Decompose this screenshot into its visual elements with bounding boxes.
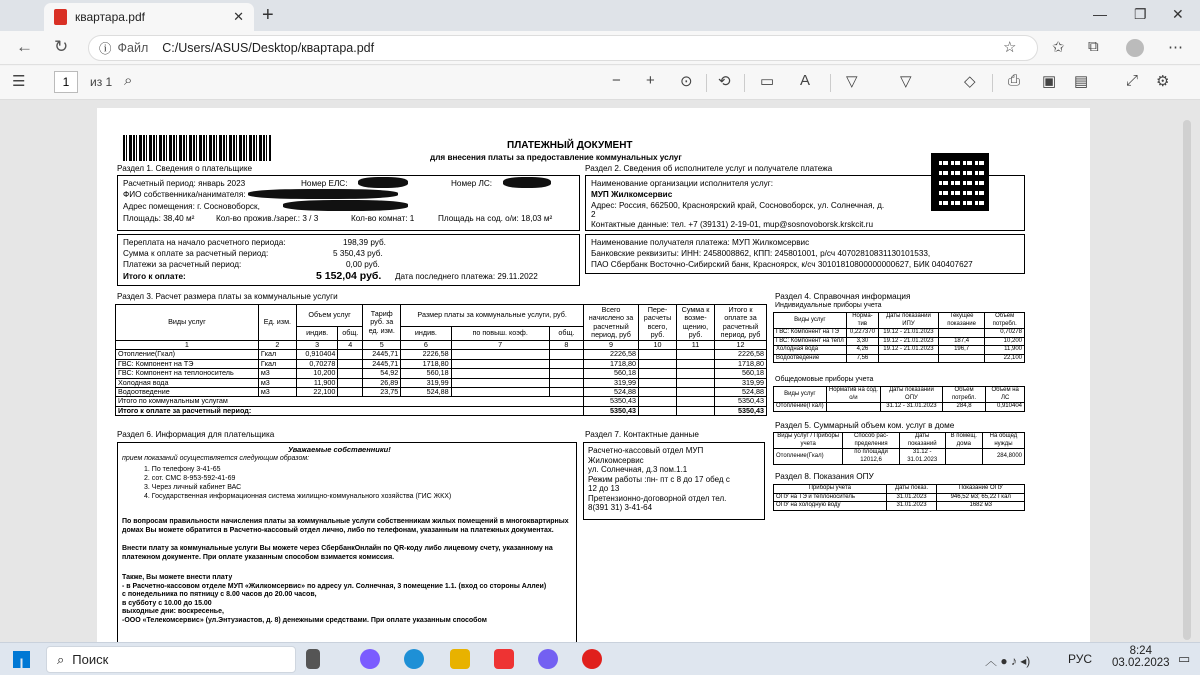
table-cell: Водоотведение (116, 388, 259, 397)
yandex-icon[interactable] (494, 649, 514, 669)
table-cell (338, 350, 363, 359)
org-contact: Контактные данные: тел. +7 (39131) 2-19-01, mup@sosnovoborsk.krskcit.ru (591, 220, 873, 229)
save-icon[interactable]: ▣ (1042, 73, 1057, 90)
table-cell: Гкал (258, 359, 296, 368)
total-value: 5 152,04 руб. (316, 270, 382, 282)
table-cell (639, 369, 677, 378)
opu-title: Общедомовые приборы учета (775, 376, 874, 383)
period: Расчетный период: январь 2023 (123, 179, 246, 188)
redaction (503, 177, 551, 188)
more-menu-icon[interactable]: ⋯ (1168, 39, 1183, 56)
page-view-icon[interactable]: ▭ (760, 73, 775, 90)
td: Отопление(Гкал) (774, 449, 843, 465)
print-icon[interactable]: ⎙ (1008, 72, 1021, 89)
list-item: 3. Через личный кабинет ВАС (144, 484, 242, 491)
zoom-out-icon[interactable]: − (612, 72, 621, 89)
section-7-title: Раздел 7. Контактные данные (585, 430, 699, 439)
list-item: 2. сот. СМС 8-953-592-41-69 (144, 475, 236, 482)
recipient: Наименование получателя платежа: МУП Жилкомсервис (591, 238, 810, 247)
section-3-title: Раздел 3. Расчет размера платы за коммунальные услуги (117, 292, 338, 301)
address: Адрес помещения: г. Сосновоборск, (123, 202, 260, 211)
org-name: МУП Жилкомсервис (591, 190, 673, 199)
table-cell (879, 354, 939, 363)
info-box (117, 442, 577, 642)
th: общ. (338, 327, 363, 341)
search-label: Поиск (72, 652, 109, 667)
minimize-button[interactable]: — (1093, 6, 1107, 22)
table-cell (338, 378, 363, 387)
col-number: 3 (296, 341, 337, 350)
total-a: 5350,43 (584, 406, 639, 415)
collections-icon[interactable]: ⧉ (1088, 38, 1099, 55)
table-cell: 560,18 (401, 369, 451, 378)
read-aloud-icon[interactable]: A (800, 72, 811, 89)
table-cell (451, 350, 549, 359)
table-cell (639, 397, 677, 406)
pdf-page (97, 108, 1090, 642)
back-icon[interactable]: ← (16, 37, 33, 56)
col-number: 8 (549, 341, 583, 350)
table-cell: 2226,58 (715, 350, 767, 359)
table-cell: Водоотведение (774, 354, 847, 363)
opu-readings-table (773, 484, 1025, 511)
fio-label: ФИО собственника/нанимателя: (123, 190, 246, 199)
contact-line: 8(391 31) 3-41-64 (588, 503, 653, 512)
zoom-in-icon[interactable]: + (646, 72, 655, 89)
erase-icon[interactable]: ◇ (964, 73, 976, 90)
table-cell (677, 406, 715, 415)
table-cell: 10,200 (985, 337, 1025, 346)
refresh-icon[interactable]: ↻ (54, 37, 69, 56)
contents-icon[interactable]: ☰ (12, 73, 26, 90)
table-cell: 10,200 (296, 369, 337, 378)
fit-page-icon[interactable]: ⊙ (680, 73, 693, 90)
table-cell: 31.01.2023 (886, 502, 937, 511)
table-cell: 23,75 (363, 388, 401, 397)
col-number: 11 (677, 341, 715, 350)
residents: Кол-во прожив./зарег.: 3 / 3 (216, 214, 319, 223)
table-cell: ГВС: Компонент на ТЭ (774, 329, 847, 338)
common-area: Площадь на сод. о/и: 18,03 м² (438, 214, 553, 223)
section-1-title: Раздел 1. Сведения о плательщике (117, 164, 253, 173)
section-5-title: Раздел 5. Суммарный объем ком. услуг в доме (775, 421, 955, 430)
ls-label: Номер ЛС: (451, 179, 493, 188)
table-cell: 0,70278 (985, 329, 1025, 338)
td: 284,8000 (982, 449, 1024, 465)
info-p2: Внести плату за коммунальные услуги Вы можете через СбербанкОнлайн по QR-коду либо лицевому счету, указанному на платежном документе. При оплате указанным способом взимается комиссия. (122, 545, 553, 561)
total-util-a: 5350,43 (584, 397, 639, 406)
table-cell (677, 378, 715, 387)
address-bar (0, 31, 1200, 65)
table-cell: 2445,71 (363, 359, 401, 368)
table-cell: 2445,71 (363, 350, 401, 359)
table-cell (639, 388, 677, 397)
th: Даты показ. (886, 485, 937, 494)
fullscreen-icon[interactable]: ⤢ (1126, 72, 1139, 89)
table-cell: 1682 м3 (937, 502, 1025, 511)
total-b: 5350,43 (715, 406, 767, 415)
bank-details: Банковские реквизиты: ИНН: 2458008862, КПП: 245801001, р/сч 40702810831130101533, (591, 249, 931, 258)
taskbar-search[interactable] (46, 646, 296, 673)
table-cell: 524,88 (715, 388, 767, 397)
clock[interactable] (1112, 645, 1170, 669)
th: Текущее показание (938, 313, 985, 329)
total-util-label: Итого по коммунальным услугам (116, 397, 584, 406)
table-cell: ГВС: Компонент на теплоноситель (116, 369, 259, 378)
tab-title: квартара.pdf (75, 10, 145, 24)
table-cell (639, 350, 677, 359)
th: Объем потребл. (985, 313, 1025, 329)
table-cell: 524,88 (584, 388, 639, 397)
table-cell (677, 369, 715, 378)
table-cell: Холодная вода (774, 346, 847, 355)
col-number: 7 (451, 341, 549, 350)
profile-avatar[interactable] (1126, 39, 1144, 57)
table-cell: 319,99 (584, 378, 639, 387)
table-cell: 1718,80 (584, 359, 639, 368)
th: Сумма к возме-щению, руб. (677, 305, 715, 341)
restore-button[interactable]: ❐ (1134, 6, 1147, 22)
info-head: Уважаемые собственники! (288, 445, 391, 454)
provider-box (585, 175, 1025, 231)
doc-title: ПЛАТЕЖНЫЙ ДОКУМЕНТ (507, 140, 633, 151)
col-number: 12 (715, 341, 767, 350)
table-cell: 31.01.2023 (886, 493, 937, 502)
th: Норматив на сод. о/и (826, 387, 881, 403)
rooms: Кол-во комнат: 1 (351, 214, 415, 223)
section-6-title: Раздел 6. Информация для плательщика (117, 430, 275, 439)
contact-line: ул. Солнечная, д.3 пом.1.1 (588, 465, 688, 474)
opu-table (773, 386, 1025, 412)
col-number: 2 (258, 341, 296, 350)
col-number: 6 (401, 341, 451, 350)
search-icon: ⌕ (57, 651, 65, 667)
alice-icon[interactable] (360, 649, 380, 669)
table-row (774, 354, 1025, 363)
th: Показание ОПУ (937, 485, 1025, 494)
table-cell: 560,18 (584, 369, 639, 378)
td (945, 449, 982, 465)
info-line: с понедельника по пятницу с 8.00 часов до 20.00 часов, (122, 591, 317, 598)
th: Объем на ЛС (986, 387, 1025, 403)
table-row (774, 346, 1025, 355)
th: Ед. изм. (258, 305, 296, 341)
th: Виды услуг (774, 313, 847, 329)
draw-icon[interactable]: ▽ (846, 73, 858, 90)
bank-details-2: ПАО Сбербанк Восточно-Сибирский банк, Красноярск, к/сч 30101810800000000627, БИК 040407627 (591, 260, 973, 269)
pdf-icon (54, 9, 67, 25)
td: Отопление(Гкал) (774, 403, 827, 412)
url-text: C:/Users/ASUS/Desktop/квартара.pdf (162, 41, 375, 55)
th: Виды услуг (774, 387, 827, 403)
table-cell (451, 388, 549, 397)
col-number: 1 (116, 341, 259, 350)
table-cell: 3,30 (846, 337, 878, 346)
table-cell (677, 350, 715, 359)
th: Объем потребл. (942, 387, 986, 403)
table-cell: 560,18 (715, 369, 767, 378)
table-cell: 196,7 (938, 346, 985, 355)
favorites-add-icon[interactable]: ☆ (1003, 39, 1017, 56)
contact-line: Претензионно-договорной отдел тел. (588, 493, 727, 503)
table-cell: 11,900 (985, 346, 1025, 355)
th: Итого к оплате за расчетный период, руб (715, 305, 767, 341)
contact-line: 12 до 13 (588, 484, 620, 493)
table-cell: 19.12 - 21.01.2023 (879, 346, 939, 355)
doc-subtitle: для внесения платы за предоставление коммунальных услуг (430, 153, 682, 162)
th: Даты показаний ИПУ (879, 313, 939, 329)
table-row (774, 329, 1025, 338)
col-number: 5 (363, 341, 401, 350)
contacts-text (588, 446, 730, 513)
info-icon: ⓘ (99, 42, 112, 56)
info-line: Также, Вы можете внести плату (122, 574, 233, 581)
th: В помещ. дома (945, 433, 982, 449)
charges-table (115, 304, 767, 416)
sum-label: Сумма к оплате за расчетный период: (123, 249, 269, 258)
section-4-title: Раздел 4. Справочная информация (775, 292, 911, 301)
redaction (358, 177, 408, 188)
table-cell: 2226,58 (584, 350, 639, 359)
th: по повыш. коэф. (451, 327, 549, 341)
table-cell (677, 397, 715, 406)
info-sub: прием показаний осуществляется следующим образом: (122, 455, 310, 462)
table-cell: ОПУ на ТЭ и теплоноситель (774, 493, 887, 502)
pdf-toolbar (0, 66, 1200, 100)
table-cell (938, 354, 985, 363)
paid-value: 0,00 руб. (346, 260, 380, 269)
time: 8:24 (1129, 645, 1152, 657)
table-cell: 946,52 м3; 65,22 Гкал (937, 493, 1025, 502)
table-cell (549, 378, 583, 387)
th: Пере-расчеты всего, руб. (639, 305, 677, 341)
th: общ. (549, 327, 583, 341)
table-cell: 26,89 (363, 378, 401, 387)
table-cell: Холодная вода (116, 378, 259, 387)
table-cell: 319,99 (401, 378, 451, 387)
table-cell: 22,100 (985, 354, 1025, 363)
table-row (774, 502, 1025, 511)
table-cell (549, 388, 583, 397)
total-label: Итого к оплате за расчетный период: (116, 406, 584, 415)
th: индив. (296, 327, 337, 341)
tray-icons[interactable]: ︿ ● ♪ ◂) (985, 654, 1031, 668)
col-number: 9 (584, 341, 639, 350)
info-line: - в Расчетно-кассовом отделе МУП «Жилкомсервис» по адресу ул. Солнечная, 3 помещение 1.1. (вход со стороны Аллеи) (122, 582, 547, 590)
new-tab-button[interactable]: + (262, 4, 274, 26)
table-cell: 22,100 (296, 388, 337, 397)
table-cell (677, 359, 715, 368)
redaction (283, 200, 408, 211)
close-window-button[interactable]: ✕ (1172, 6, 1184, 22)
table-cell (639, 406, 677, 415)
table-cell: 187,4 (938, 337, 985, 346)
table-cell: ГВС: Компонент на тепл (774, 337, 847, 346)
overpay-label: Переплата на начало расчетного периода: (123, 238, 286, 247)
org-address: Адрес: Россия, 662500, Красноярский край, Сосновоборск, ул. Солнечная, д. (591, 201, 885, 210)
payer-box (117, 175, 580, 231)
table-cell: 0,227370 (846, 329, 878, 338)
info-list (144, 465, 451, 501)
info-line: -ООО «Телекомсервис» (ул.Энтузиастов, д. 8) денежными средствами. При оплате указанным способом (122, 616, 487, 624)
table-cell (338, 369, 363, 378)
save-as-icon[interactable]: ▤ (1074, 73, 1089, 90)
paid-label: Платежи за расчетный период: (123, 260, 242, 269)
td (826, 403, 881, 412)
table-cell (549, 350, 583, 359)
table-cell: Гкал (258, 350, 296, 359)
settings-gear-icon[interactable]: ⚙ (1156, 73, 1170, 90)
edge-icon[interactable] (404, 649, 424, 669)
table-cell: м3 (258, 369, 296, 378)
td: 284,8 (942, 403, 986, 412)
last-payment: Дата последнего платежа: 29.11.2022 (395, 272, 538, 281)
th: Даты показаний (899, 433, 945, 449)
table-cell (451, 359, 549, 368)
sum-value: 5 350,43 руб. (333, 249, 383, 258)
section-2-title: Раздел 2. Сведения об исполнителе услуг и получателе платежа (585, 164, 833, 173)
th: Норма-тив (846, 313, 878, 329)
th: Приборы учета (774, 485, 887, 494)
info-line: в субботу с 10.00 до 15.00 (122, 599, 212, 607)
total-util-b: 5350,43 (715, 397, 767, 406)
th: Тариф руб. за ед. изм. (363, 305, 401, 341)
page-number-input[interactable]: 1 (54, 71, 78, 93)
table-cell: 0,910404 (296, 350, 337, 359)
yandex-browser-icon[interactable] (582, 649, 602, 669)
url-field[interactable] (88, 35, 1038, 61)
table-cell (338, 359, 363, 368)
windows-start-icon[interactable] (13, 651, 30, 668)
table-cell (451, 378, 549, 387)
contact-line: Режим работы :пн- пт с 8 до 17 обед с (588, 474, 730, 484)
table-cell (549, 359, 583, 368)
tab-pdf[interactable] (44, 3, 254, 31)
th: Виды услуг / Приборы учета (774, 433, 843, 449)
table-cell: 319,99 (715, 378, 767, 387)
th: индив. (401, 327, 451, 341)
scrollbar[interactable] (1183, 120, 1191, 640)
table-cell (639, 378, 677, 387)
page-count: из 1 (90, 75, 113, 89)
th: Даты показаний ОПУ (881, 387, 943, 403)
payment-box (117, 234, 580, 286)
table-cell: м3 (258, 388, 296, 397)
house-volume-table (773, 432, 1025, 465)
list-item: 1. По телефону 3-41-65 (144, 466, 221, 473)
td: 31.12 - 31.01.2023 (899, 449, 945, 465)
redaction (248, 189, 398, 199)
ipu-table (773, 312, 1025, 363)
col-number: 4 (338, 341, 363, 350)
area: Площадь: 38,40 м² (123, 214, 195, 223)
table-cell: ОПУ на холодную воду (774, 502, 887, 511)
contacts-box (583, 442, 765, 520)
org-address-2: 2 (591, 210, 596, 219)
task-view-icon[interactable] (306, 649, 320, 669)
td: 31.12 - 31.01.2023 (881, 403, 943, 412)
ipu-title: Индивидуальные приборы учета (775, 302, 882, 309)
barcode (123, 135, 271, 161)
table-cell: 1718,80 (401, 359, 451, 368)
table-cell (938, 329, 985, 338)
org-label: Наименование организации исполнителя услуг: (591, 179, 774, 188)
contact-line: Расчетно-кассовый отдел МУП (588, 446, 704, 455)
taskbar (0, 642, 1200, 675)
td: 0,910404 (986, 403, 1025, 412)
total-label: Итого к оплате: (123, 272, 186, 281)
table-cell (549, 369, 583, 378)
table-cell (451, 369, 549, 378)
viber-icon[interactable] (538, 649, 558, 669)
table-cell: 19.12 - 21.01.2023 (879, 329, 939, 338)
table-cell: 524,88 (401, 388, 451, 397)
th: На общед нужды (982, 433, 1024, 449)
table-row (116, 369, 767, 378)
table-cell: ГВС: Компонент на ТЭ (116, 359, 259, 368)
tab-bar (0, 0, 1200, 31)
rotate-icon[interactable]: ⟲ (718, 73, 731, 90)
col-number: 10 (639, 341, 677, 350)
pdf-viewer[interactable] (0, 100, 1200, 642)
close-tab-icon[interactable]: ✕ (233, 9, 244, 24)
table-cell: 11,900 (296, 378, 337, 387)
table-cell (639, 359, 677, 368)
search-icon[interactable]: ⌕ (124, 72, 133, 89)
th: Виды услуг (116, 305, 259, 341)
td: по площади 12012,6 (843, 449, 899, 465)
table-row (774, 337, 1025, 346)
info-p3 (122, 574, 572, 625)
notification-icon[interactable]: ▭ (1178, 651, 1191, 666)
list-item: 4. Государственная информационная система жилищно-коммунального хозяйства (ГИС ЖКХ) (144, 493, 452, 500)
table-row (116, 350, 767, 359)
table-cell (338, 388, 363, 397)
info-p1: По вопросам правильности начисления платы за коммунальные услуги собственникам жилых помещений в многоквартирных домах Вы можете обратится в Расчетно-кассовый отдел лично, либо по телефонам, указанным на платежных документах. (122, 518, 569, 534)
table-cell: 7,56 (846, 354, 878, 363)
highlight-icon[interactable]: ▽ (900, 73, 912, 90)
language-indicator[interactable]: РУС (1068, 652, 1093, 666)
date: 03.02.2023 (1112, 657, 1170, 669)
overpay-value: 198,39 руб. (343, 238, 386, 247)
favorites-icon[interactable]: ✩ (1052, 39, 1065, 56)
table-cell: Отопление(Гкал) (116, 350, 259, 359)
table-cell (677, 388, 715, 397)
table-row (774, 493, 1025, 502)
recipient-box (585, 234, 1025, 274)
section-8-title: Раздел 8. Показания ОПУ (775, 472, 874, 481)
th: Размер платы за коммунальные услуги, руб. (401, 305, 584, 327)
table-cell: 1718,80 (715, 359, 767, 368)
table-cell: 19.12 - 21.01.2023 (879, 337, 939, 346)
th: Всего начислено за расчетный период, руб (584, 305, 639, 341)
th: Объем услуг (296, 305, 362, 327)
table-cell: 2226,58 (401, 350, 451, 359)
contact-line: Жилкомсервис (588, 455, 644, 465)
file-label: Файл (117, 41, 149, 55)
table-cell: 54,92 (363, 369, 401, 378)
els-label: Номер ЕЛС: (301, 179, 348, 188)
table-cell: 4,26 (846, 346, 878, 355)
table-cell: 0,70278 (296, 359, 337, 368)
explorer-icon[interactable] (450, 649, 470, 669)
table-cell: м3 (258, 378, 296, 387)
th: Способ рас-пределения (843, 433, 899, 449)
info-line: выходные дни: воскресенье, (122, 608, 224, 615)
